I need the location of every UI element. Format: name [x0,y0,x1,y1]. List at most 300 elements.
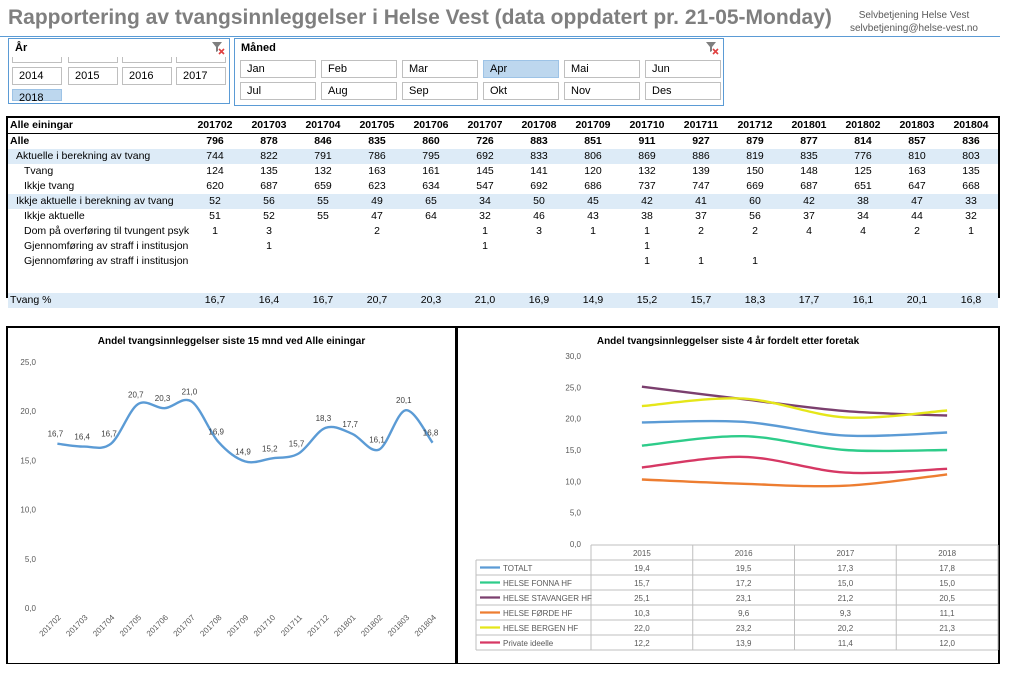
pivot-cell: 20,3 [404,293,458,308]
pivot-cell [242,254,296,269]
data-label: 16,1 [369,435,385,445]
data-point[interactable] [243,459,247,463]
month-option-okt[interactable]: Okt [483,82,559,100]
pivot-cell: 814 [854,135,872,147]
pivot-cell: 201712 [728,118,782,134]
pivot-cell: 16,7 [296,293,350,308]
data-point[interactable] [163,406,167,410]
pivot-cell [944,239,998,254]
year-option-2016[interactable]: 2016 [122,67,172,85]
data-label: 16,4 [74,432,90,442]
data-point[interactable] [404,408,408,412]
data-point[interactable] [945,414,949,418]
pivot-cell: 148 [800,165,818,177]
y-tick-label: 20,0 [565,414,581,424]
x-tick-label: 201703 [64,613,90,639]
month-option-feb[interactable]: Feb [321,60,397,78]
year-slicer-header [9,39,229,57]
pivot-cell: 201802 [836,118,890,134]
pivot-cell [836,254,890,269]
series-line[interactable] [642,421,947,436]
row-label[interactable]: Aktuelle i berekning av tvang [8,149,188,164]
month-option-apr[interactable]: Apr [483,60,559,78]
year-scroll-partial-item[interactable] [176,57,226,63]
pivot-cell [458,254,512,269]
row-label[interactable]: Gjennomføring av straff i institusjon [24,240,189,252]
data-point[interactable] [82,445,86,449]
series-line[interactable] [642,436,947,451]
data-point[interactable] [640,466,644,470]
table-cell: 17,3 [837,564,854,573]
data-point[interactable] [742,482,746,486]
year-scroll-partial-item[interactable] [122,57,172,63]
pivot-cell: 163 [368,165,386,177]
data-label: 16,7 [101,429,117,439]
pivot-cell: 1 [644,225,650,237]
data-point[interactable] [377,448,381,452]
pivot-cell: 16,7 [188,293,242,308]
pivot-cell: 692 [530,180,548,192]
pivot-cell: 1 [644,255,650,267]
pivot-cell: 52 [188,194,242,209]
pivot-header-row [8,118,998,134]
data-point[interactable] [189,399,193,403]
data-point[interactable] [742,434,746,438]
pivot-cell: 47 [890,194,944,209]
pivot-cell: 32 [965,210,977,222]
pivot-spacer-row [8,269,998,293]
pivot-cell [296,239,350,254]
series-line[interactable] [642,474,947,486]
year-scroll-partial-item[interactable] [68,57,118,63]
contact-email[interactable]: selvbetjening@helse-vest.no [849,23,978,34]
data-label: 21,0 [181,387,198,397]
pivot-cell: 737 [638,180,656,192]
table-cell: 15,7 [634,579,650,588]
row-label[interactable]: Ikkje tvang [24,180,75,192]
pivot-cell [188,254,242,269]
pivot-cell: 886 [674,149,728,164]
y-tick-label: 0,0 [569,540,581,549]
x-tick-label: 201707 [171,613,197,639]
row-label[interactable]: Ikkje aktuelle [24,210,85,222]
x-tick-label: 2018 [938,549,957,558]
data-point[interactable] [945,430,949,434]
pivot-cell: 791 [296,149,350,164]
pivot-cell: 201801 [782,118,836,134]
pivot-cell: 201709 [566,118,620,134]
pivot-cell: 860 [422,135,440,147]
pivot-cell: 141 [530,165,548,177]
pivot-cell: 201804 [944,118,998,134]
pivot-cell: 41 [674,194,728,209]
pivot-cell: 132 [638,165,656,177]
pivot-cell: 124 [206,165,224,177]
pivot-cell: 201708 [512,118,566,134]
pivot-cell: 836 [962,135,980,147]
pivot-cell: 686 [584,180,602,192]
y-tick-label: 25,0 [20,358,36,367]
pivot-cell: 833 [512,149,566,164]
report-title: Rapportering av tvangsinnleggelser i Helse Vest (data oppdatert pr. 21-05-Monday) [8,6,832,29]
table-cell: 22,0 [634,624,650,633]
pivot-cell: 161 [422,165,440,177]
pivot-cell: 786 [350,149,404,164]
legend-entry[interactable]: HELSE STAVANGER HF [503,594,592,603]
chart-yearly-by-enterprise[interactable] [456,326,1000,664]
data-point[interactable] [843,471,847,475]
clear-filter-icon[interactable] [211,41,225,55]
pivot-cell: 927 [692,135,710,147]
pivot-total-row [8,293,998,308]
data-point[interactable] [55,442,59,446]
pivot-cell: 16,8 [944,293,998,308]
pivot-cell: 34 [458,194,512,209]
pivot-cell: 20,7 [350,293,404,308]
pivot-row [8,254,998,269]
pivot-cell: 819 [728,149,782,164]
pivot-cell: 15,7 [674,293,728,308]
pivot-cell: 878 [260,135,278,147]
month-option-sep[interactable]: Sep [402,82,478,100]
pivot-cell: 120 [584,165,602,177]
table-cell: 12,0 [939,639,955,648]
pivot-cell [512,254,566,269]
pivot-cell: 50 [512,194,566,209]
pivot-cell: 17,7 [782,293,836,308]
pivot-cell: 803 [944,149,998,164]
pivot-cell [728,239,782,254]
chart-title: Andel tvangsinnleggelser siste 15 mnd ved Alle einingar [97,336,366,347]
series-line[interactable] [642,398,947,417]
clear-filter-icon[interactable] [705,41,719,55]
data-point[interactable] [945,409,949,413]
pivot-cell: 42 [782,194,836,209]
pivot-cell: 883 [530,135,548,147]
y-tick-label: 25,0 [565,383,581,393]
pivot-cell [566,254,620,269]
legend-entry[interactable]: HELSE FØRDE HF [503,609,573,618]
month-option-jan[interactable]: Jan [240,60,316,78]
data-point[interactable] [843,484,847,488]
data-point[interactable] [640,404,644,408]
data-label: 20,3 [154,394,171,404]
data-label: 15,2 [262,444,278,454]
year-slicer [8,38,230,104]
table-cell: 17,2 [735,579,752,588]
legend-entry[interactable]: HELSE FONNA HF [503,579,572,588]
year-option-2015[interactable]: 2015 [68,67,118,85]
pivot-cell [566,239,620,254]
table-cell: 19,5 [735,564,752,573]
pivot-cell [782,239,836,254]
x-tick-label: 201708 [198,613,224,639]
pivot-row [8,239,998,254]
pivot-cell: 2 [698,225,704,237]
data-point[interactable] [640,477,644,481]
pivot-cell: 822 [242,149,296,164]
row-label[interactable]: Tvang [24,165,54,177]
data-point[interactable] [843,409,847,413]
pivot-cell: 747 [692,180,710,192]
pivot-cell: 56 [749,210,761,222]
pivot-cell: 2 [752,225,758,237]
pivot-row [8,194,998,209]
y-tick-label: 15,0 [565,446,581,455]
x-tick-label: 201804 [412,613,439,639]
pivot-cell: 3 [266,225,272,237]
month-option-des[interactable]: Des [645,82,721,100]
data-point[interactable] [843,448,847,452]
row-label[interactable]: Alle [10,135,30,147]
pivot-cell: 65 [404,194,458,209]
pivot-cell: 1 [482,240,488,252]
pivot-cell: 1 [482,225,488,237]
x-tick-label: 201706 [144,613,171,639]
pivot-cell: 21,0 [458,293,512,308]
x-tick-label: 201710 [251,613,278,639]
data-point[interactable] [109,442,113,446]
pivot-cell: 795 [404,149,458,164]
pivot-cell [188,239,242,254]
y-tick-label: 5,0 [24,554,36,564]
y-tick-label: 30,0 [565,352,581,361]
chart-monthly-share[interactable] [6,326,457,664]
x-tick-label: 201705 [117,613,144,639]
pivot-row [8,134,998,150]
x-tick-label: 2016 [734,549,753,558]
pivot-cell: 659 [314,180,332,192]
table-cell: 21,2 [837,594,854,603]
data-point[interactable] [843,415,847,419]
pivot-row [8,224,998,239]
pivot-cell: 132 [314,165,332,177]
pivot-cell: 869 [620,149,674,164]
pivot-cell: 744 [188,149,242,164]
data-point[interactable] [945,448,949,452]
pivot-cell [350,239,404,254]
pivot-cell: 37 [803,210,815,222]
pivot-cell: 1 [266,240,272,252]
pivot-cell: 879 [746,135,764,147]
data-point[interactable] [216,440,220,444]
year-scroll-partial-item[interactable] [12,57,62,63]
pivot-cell: 806 [566,149,620,164]
table-cell: 9,6 [738,609,750,618]
legend-entry[interactable]: TOTALT [503,564,533,573]
row-label[interactable]: Alle einingar [8,118,188,134]
pivot-cell: 1 [644,240,650,252]
data-label: 16,7 [47,429,64,439]
data-point[interactable] [136,402,140,406]
month-option-jun[interactable]: Jun [645,60,721,78]
pivot-cell [296,224,350,239]
pivot-cell: 835 [782,149,836,164]
pivot-cell: 135 [260,165,278,177]
pivot-cell: 34 [857,210,869,222]
pivot-cell: 38 [641,210,653,222]
table-cell: 23,1 [735,594,752,603]
pivot-cell [836,239,890,254]
year-option-2018[interactable]: 2018 [12,89,62,101]
x-tick-label: 201704 [91,613,117,639]
pivot-cell: 56 [242,194,296,209]
table-cell: 11,4 [837,639,853,648]
pivot-cell: 145 [476,165,494,177]
pivot-cell: 14,9 [566,293,620,308]
series-line[interactable] [642,457,947,473]
pivot-cell [512,239,566,254]
month-option-mai[interactable]: Mai [564,60,640,78]
month-slicer [234,38,724,106]
pivot-cell: 201707 [458,118,512,134]
data-label: 15,7 [288,439,305,449]
pivot-cell [350,254,404,269]
pivot-cell: 32 [479,210,491,222]
data-point[interactable] [431,441,435,445]
table-cell: 13,9 [735,639,752,648]
pivot-cell: 125 [854,165,872,177]
table-cell: 20,2 [837,624,854,633]
data-point[interactable] [270,456,274,460]
header-divider [0,36,1000,37]
pivot-cell: 42 [620,194,674,209]
y-tick-label: 5,0 [569,508,581,518]
data-point[interactable] [350,432,354,436]
data-point[interactable] [742,397,746,401]
table-cell: 20,5 [939,594,955,603]
x-tick-label: 201709 [225,613,251,639]
pivot-cell: 651 [854,180,872,192]
pivot-cell: 16,1 [836,293,890,308]
pivot-cell: 51 [209,210,221,222]
data-label: 20,1 [396,396,412,406]
pivot-cell: 201704 [296,118,350,134]
month-option-jul[interactable]: Jul [240,82,316,100]
x-tick-label: 2015 [632,549,651,558]
data-point[interactable] [843,434,847,438]
pivot-cell: 201803 [890,118,944,134]
pivot-cell: 1 [590,225,596,237]
data-point[interactable] [323,426,327,430]
row-label[interactable]: Dom på overføring til tvungent psyk [24,225,190,237]
chart-monthly-share-plot [8,328,455,664]
table-cell: 15,0 [939,579,955,588]
chart-title: Andel tvangsinnleggelser siste 4 år fordelt etter foretak [596,336,860,347]
row-label[interactable]: Ikkje aktuelle i berekning av tvang [8,194,188,209]
x-tick-label: 201712 [305,613,331,639]
chart-yearly-by-enterprise-plot [458,328,998,664]
month-slicer-header [235,39,723,57]
pivot-cell: 810 [890,149,944,164]
data-point[interactable] [742,455,746,459]
pivot-cell: 726 [476,135,494,147]
pivot-cell: 43 [587,210,599,222]
year-option-2017[interactable]: 2017 [176,67,226,85]
pivot-cell: 877 [800,135,818,147]
y-tick-label: 0,0 [24,604,36,613]
pivot-cell: 1 [212,225,218,237]
pivot-cell [674,239,728,254]
data-point[interactable] [640,420,644,424]
legend-entry[interactable]: HELSE BERGEN HF [503,624,579,633]
pivot-cell: 547 [476,180,494,192]
pivot-cell: 60 [728,194,782,209]
table-cell: 19,4 [634,564,650,573]
data-point[interactable] [742,420,746,424]
month-option-mar[interactable]: Mar [402,60,478,78]
data-label: 20,7 [128,390,144,400]
x-tick-label: 201803 [385,613,412,639]
data-point[interactable] [640,385,644,389]
y-tick-label: 10,0 [565,477,581,487]
year-option-2014[interactable]: 2014 [12,67,62,85]
month-slicer-title: Måned [241,42,276,54]
data-label: 18,3 [315,413,332,423]
month-option-aug[interactable]: Aug [321,82,397,100]
table-cell: 10,3 [634,609,650,618]
pivot-cell: 45 [566,194,620,209]
pivot-cell: 669 [746,180,764,192]
pivot-cell: 2 [914,225,920,237]
pivot-cell: 668 [962,180,980,192]
row-label[interactable]: Gjennomføring av straff i institusjon [24,255,189,267]
pivot-cell: 139 [692,165,710,177]
pivot-cell: 2 [374,225,380,237]
pivot-cell: 44 [911,210,923,222]
pivot-cell: 55 [317,210,329,222]
pivot-cell: 46 [533,210,545,222]
data-label: 14,9 [235,447,251,457]
pivot-cell: 201703 [242,118,296,134]
data-label: 16,8 [422,428,439,438]
pivot-cell: 687 [260,180,278,192]
data-point[interactable] [640,444,644,448]
pivot-cell: 687 [800,180,818,192]
data-point[interactable] [945,467,949,471]
pivot-cell: 135 [962,165,980,177]
pivot-row [8,209,998,224]
pivot-row [8,164,998,179]
table-cell: 12,2 [634,639,650,648]
pivot-table [6,116,1000,306]
pivot-cell: 623 [368,180,386,192]
pivot-cell: 911 [638,135,656,147]
data-point[interactable] [945,472,949,476]
pivot-cell: 857 [908,135,926,147]
pivot-cell: 18,3 [728,293,782,308]
pivot-cell: 52 [263,210,275,222]
pivot-cell [404,224,458,239]
pivot-cell: 796 [206,135,224,147]
pivot-cell: 47 [371,210,383,222]
row-label[interactable]: Tvang % [8,293,188,308]
month-option-nov[interactable]: Nov [564,82,640,100]
table-cell: 21,3 [939,624,955,633]
pivot-cell [890,239,944,254]
pivot-row [8,149,998,164]
pivot-cell: 201705 [350,118,404,134]
legend-entry[interactable]: Private ideelle [503,639,554,648]
table-cell: 11,1 [939,609,955,618]
data-label: 17,7 [342,419,358,429]
pivot-cell: 15,2 [620,293,674,308]
pivot-row [8,179,998,194]
pivot-cell: 16,4 [242,293,296,308]
pivot-cell: 4 [806,225,812,237]
pivot-cell: 620 [206,180,224,192]
data-point[interactable] [297,452,301,456]
